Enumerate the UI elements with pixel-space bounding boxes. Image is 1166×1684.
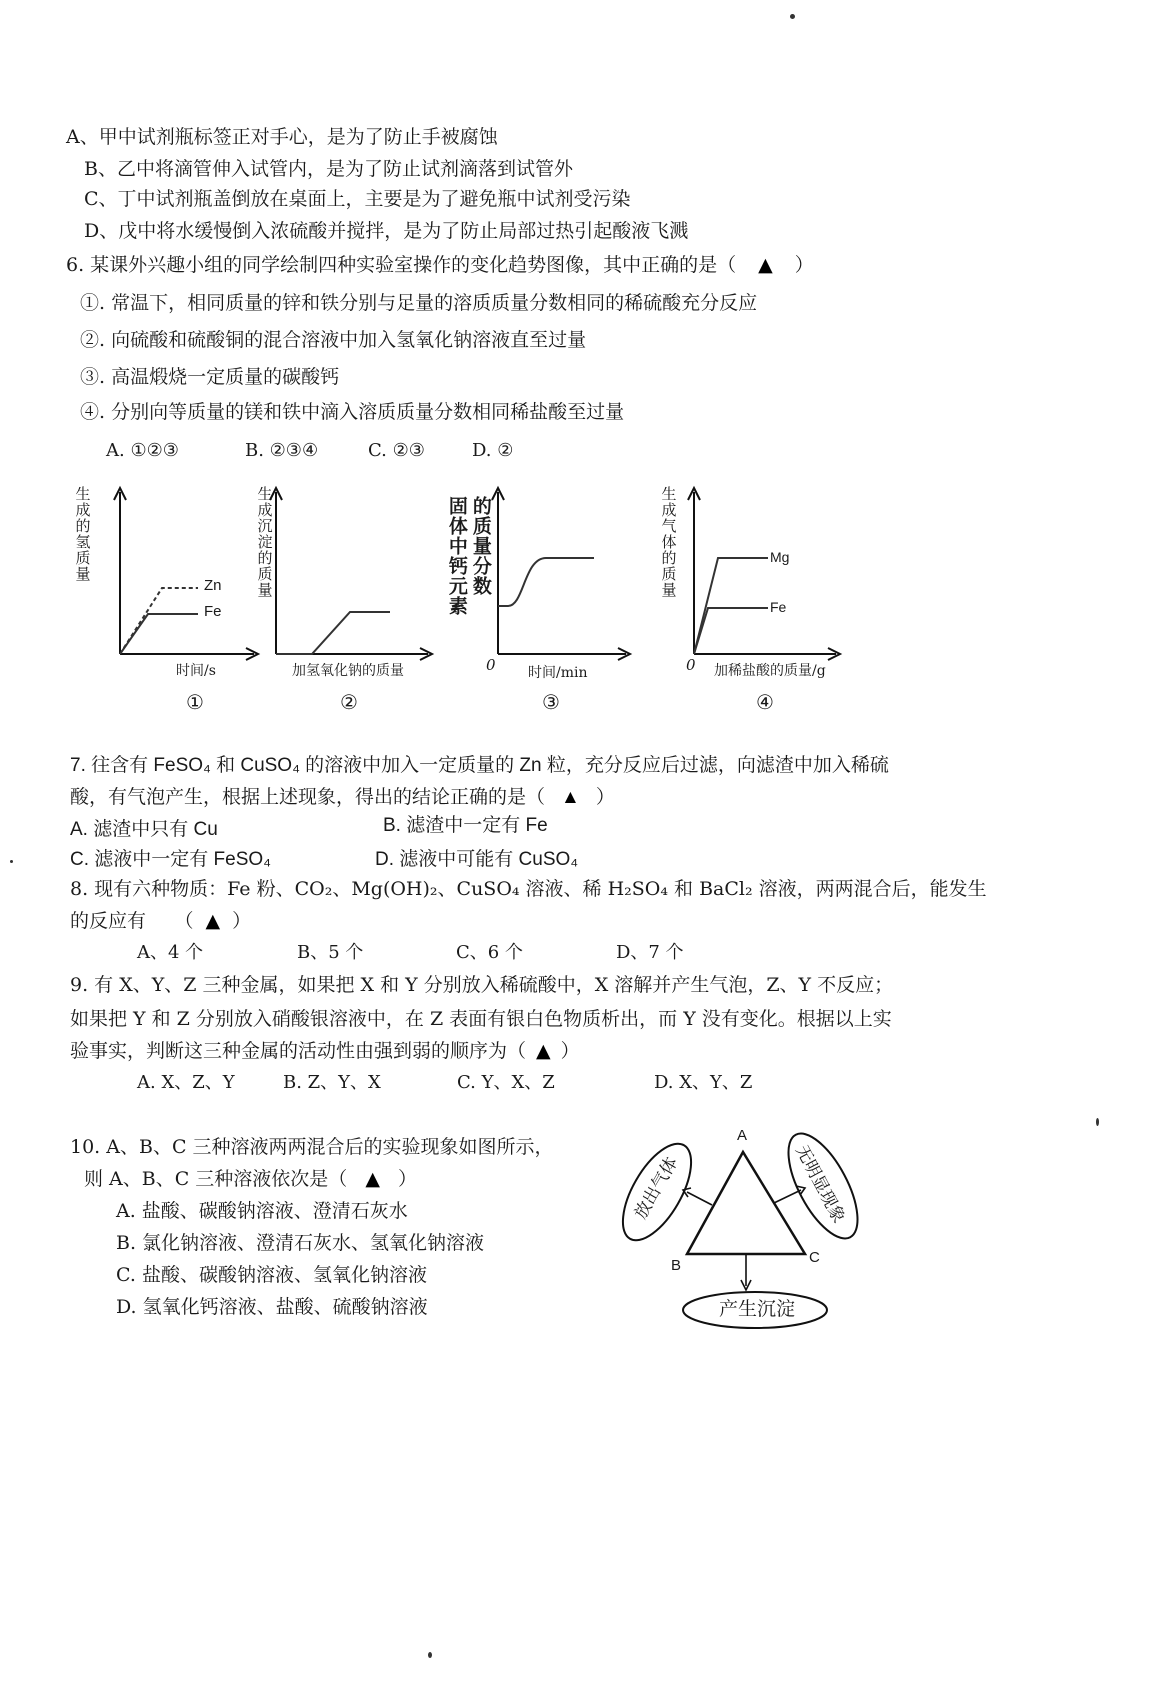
chart-1-number: ① xyxy=(186,690,204,714)
q9-stem-line-2: 如果把 Y 和 Z 分别放入硝酸银溶液中，在 Z 表面有银白色物质析出，而 Y 没有变化。根据以上实 xyxy=(70,1008,892,1030)
arrow-line-left xyxy=(687,1192,712,1205)
q10-stem-line-2 xyxy=(84,1170,417,1189)
chart-3-plot xyxy=(446,486,636,666)
vertex-a-label: A xyxy=(737,1127,748,1144)
q9-option-a: A. X、Z、Y xyxy=(137,1072,235,1093)
chart-2 xyxy=(252,486,442,714)
q8-close: ） xyxy=(232,910,252,932)
q5-option-d: D、戊中将水缓慢倒入浓硫酸并搅拌，是为了防止局部过热引起酸液飞溅 xyxy=(84,220,689,242)
q6-option-a: A. ①②③ xyxy=(106,440,179,461)
q10-stem-line-1: 10. A、B、C 三种溶液两两混合后的实验现象如图所示， xyxy=(70,1136,554,1158)
q9-stem-line-3 xyxy=(70,1042,580,1061)
q5-option-c: C、丁中试剂瓶盖倒放在桌面上，主要是为了避免瓶中试剂受污染 xyxy=(84,188,631,210)
q7-close: ） xyxy=(595,787,615,808)
q9-stem-text: 验事实，判断这三种金属的活动性由强到弱的顺序为（ xyxy=(70,1040,527,1062)
answer-blank-mark: ▲ xyxy=(536,1040,551,1062)
q9-option-c: C. Y、X、Z xyxy=(457,1072,555,1093)
vertex-b-label: B xyxy=(671,1257,682,1274)
q6-option-c: C. ②③ xyxy=(368,440,425,461)
q6-close: ） xyxy=(794,254,814,276)
q8-option-c: C、6 个 xyxy=(456,942,523,963)
chart-4-plot xyxy=(660,486,860,666)
q6-item-2: ②. 向硫酸和硫酸铜的混合溶液中加入氢氧化钠溶液直至过量 xyxy=(80,329,587,351)
chart-1-ylabel: 生成的氢质量 xyxy=(73,486,92,582)
q7-stem-line-2 xyxy=(70,788,615,807)
triangle xyxy=(687,1152,805,1254)
chart-3-ylabel-a: 固体中钙元素 xyxy=(445,496,468,616)
q9-option-b: B. Z、Y、X xyxy=(283,1072,381,1093)
chart-1-legend-fe: Fe xyxy=(204,603,222,620)
chart-2-number: ② xyxy=(340,690,358,714)
chart-3 xyxy=(445,486,636,714)
chart-1-plot xyxy=(70,486,260,666)
bottom-ellipse-label: 产生沉淀 xyxy=(719,1298,796,1320)
q6-stem xyxy=(66,256,814,275)
chart-4-number: ④ xyxy=(756,690,774,714)
q6-item-3: ③. 高温煅烧一定质量的碳酸钙 xyxy=(80,366,340,388)
q10-option-c: C. 盐酸、碳酸钠溶液、氢氧化钠溶液 xyxy=(116,1264,427,1286)
chart-1-xlabel: 时间/s xyxy=(176,663,216,679)
chart-4-legend-mg: Mg xyxy=(770,549,790,565)
q6-option-d: D. ② xyxy=(472,440,514,461)
q8-stem-text: 的反应有 （ xyxy=(70,910,194,932)
q8-stem-line-2 xyxy=(70,912,251,931)
chart-3-series xyxy=(498,558,594,606)
chart-4 xyxy=(659,486,860,714)
q7-option-a: A. 滤渣中只有 Cu xyxy=(70,819,218,840)
chart-1 xyxy=(70,486,260,714)
chart-3-origin: 0 xyxy=(486,656,496,674)
q9-stem-line-1: 9. 有 X、Y、Z 三种金属，如果把 X 和 Y 分别放入稀硫酸中，X 溶解并产生气泡，Z、Y 不反应； xyxy=(70,974,894,996)
chart-3-xlabel: 时间/min xyxy=(528,665,588,681)
chart-2-xlabel: 加氢氧化钠的质量 xyxy=(292,663,404,679)
q10-option-a: A. 盐酸、碳酸钠溶液、澄清石灰水 xyxy=(116,1200,408,1222)
scan-speck xyxy=(790,14,795,19)
chart-4-ylabel: 生成气体的质量 xyxy=(659,486,678,598)
chart-4-origin: 0 xyxy=(686,656,696,674)
chart-3-number: ③ xyxy=(542,690,560,714)
chart-1-legend-zn: Zn xyxy=(204,577,222,594)
scan-speck xyxy=(10,860,13,863)
answer-blank-mark: ▲ xyxy=(365,1168,380,1190)
q8-option-a: A、4 个 xyxy=(137,942,204,963)
chart-1-series-zn xyxy=(120,588,198,654)
answer-blank-mark: ▲ xyxy=(561,787,580,808)
q10-stem-text: 则 A、B、C 三种溶液依次是（ xyxy=(84,1168,348,1190)
q8-stem-line-1: 8. 现有六种物质：Fe 粉、CO₂、Mg(OH)₂、CuSO₄ 溶液、稀 H₂SO₄ 和 BaCl₂ 溶液，两两混合后，能发生 xyxy=(70,878,987,900)
q7-option-b: B. 滤渣中一定有 Fe xyxy=(383,815,548,836)
scan-speck xyxy=(1096,1118,1099,1126)
q7-option-d: D. 滤液中可能有 CuSO₄ xyxy=(375,849,579,870)
chart-4-xlabel: 加稀盐酸的质量/g xyxy=(714,663,826,679)
q5-option-a: A、甲中试剂瓶标签正对手心，是为了防止手被腐蚀 xyxy=(66,126,498,148)
q6-item-1: ①. 常温下，相同质量的锌和铁分别与足量的溶质质量分数相同的稀硫酸充分反应 xyxy=(80,292,758,314)
chart-4-series-mg xyxy=(694,558,768,654)
answer-blank-mark: ▲ xyxy=(758,254,773,276)
left-ellipse-label: 放出气体 xyxy=(630,1153,683,1223)
q10-option-b: B. 氯化钠溶液、澄清石灰水、氢氧化钠溶液 xyxy=(116,1232,485,1254)
q7-stem-text: 酸，有气泡产生，根据上述现象，得出的结论正确的是（ xyxy=(70,787,546,808)
reaction-triangle-diagram xyxy=(617,1128,879,1333)
q8-option-b: B、5 个 xyxy=(297,942,364,963)
q7-option-c: C. 滤液中一定有 FeSO₄ xyxy=(70,849,271,870)
arrow-line-right xyxy=(774,1190,801,1203)
q6-option-b: B. ②③④ xyxy=(245,440,319,461)
q9-close: ） xyxy=(560,1040,580,1062)
q8-option-d: D、7 个 xyxy=(616,942,684,963)
q5-option-b: B、乙中将滴管伸入试管内，是为了防止试剂滴落到试管外 xyxy=(84,158,573,180)
q6-item-4: ④. 分别向等质量的镁和铁中滴入溶质质量分数相同稀盐酸至过量 xyxy=(80,401,625,423)
chart-4-legend-fe: Fe xyxy=(770,599,787,615)
chart-3-ylabel-b: 的质量分数 xyxy=(469,496,492,596)
q7-stem-line-1: 7. 往含有 FeSO₄ 和 CuSO₄ 的溶液中加入一定质量的 Zn 粒，充分反应后过滤，向滤渣中加入稀硫 xyxy=(70,755,889,776)
q10-option-d: D. 氢氧化钙溶液、盐酸、硫酸钠溶液 xyxy=(116,1296,428,1318)
answer-blank-mark: ▲ xyxy=(205,910,221,932)
q6-stem-text: 6. 某课外兴趣小组的同学绘制四种实验室操作的变化趋势图像，其中正确的是（ xyxy=(66,254,737,276)
right-ellipse-label: 无明显现象 xyxy=(791,1142,849,1227)
q9-option-d: D. X、Y、Z xyxy=(654,1072,753,1093)
q10-close: ） xyxy=(397,1168,417,1190)
chart-4-series-fe xyxy=(694,608,768,654)
vertex-c-label: C xyxy=(809,1249,820,1266)
scan-speck xyxy=(428,1652,432,1658)
chart-2-ylabel: 生成沉淀的质量 xyxy=(255,486,274,598)
chart-2-series xyxy=(276,612,390,654)
chart-2-plot xyxy=(252,486,442,666)
